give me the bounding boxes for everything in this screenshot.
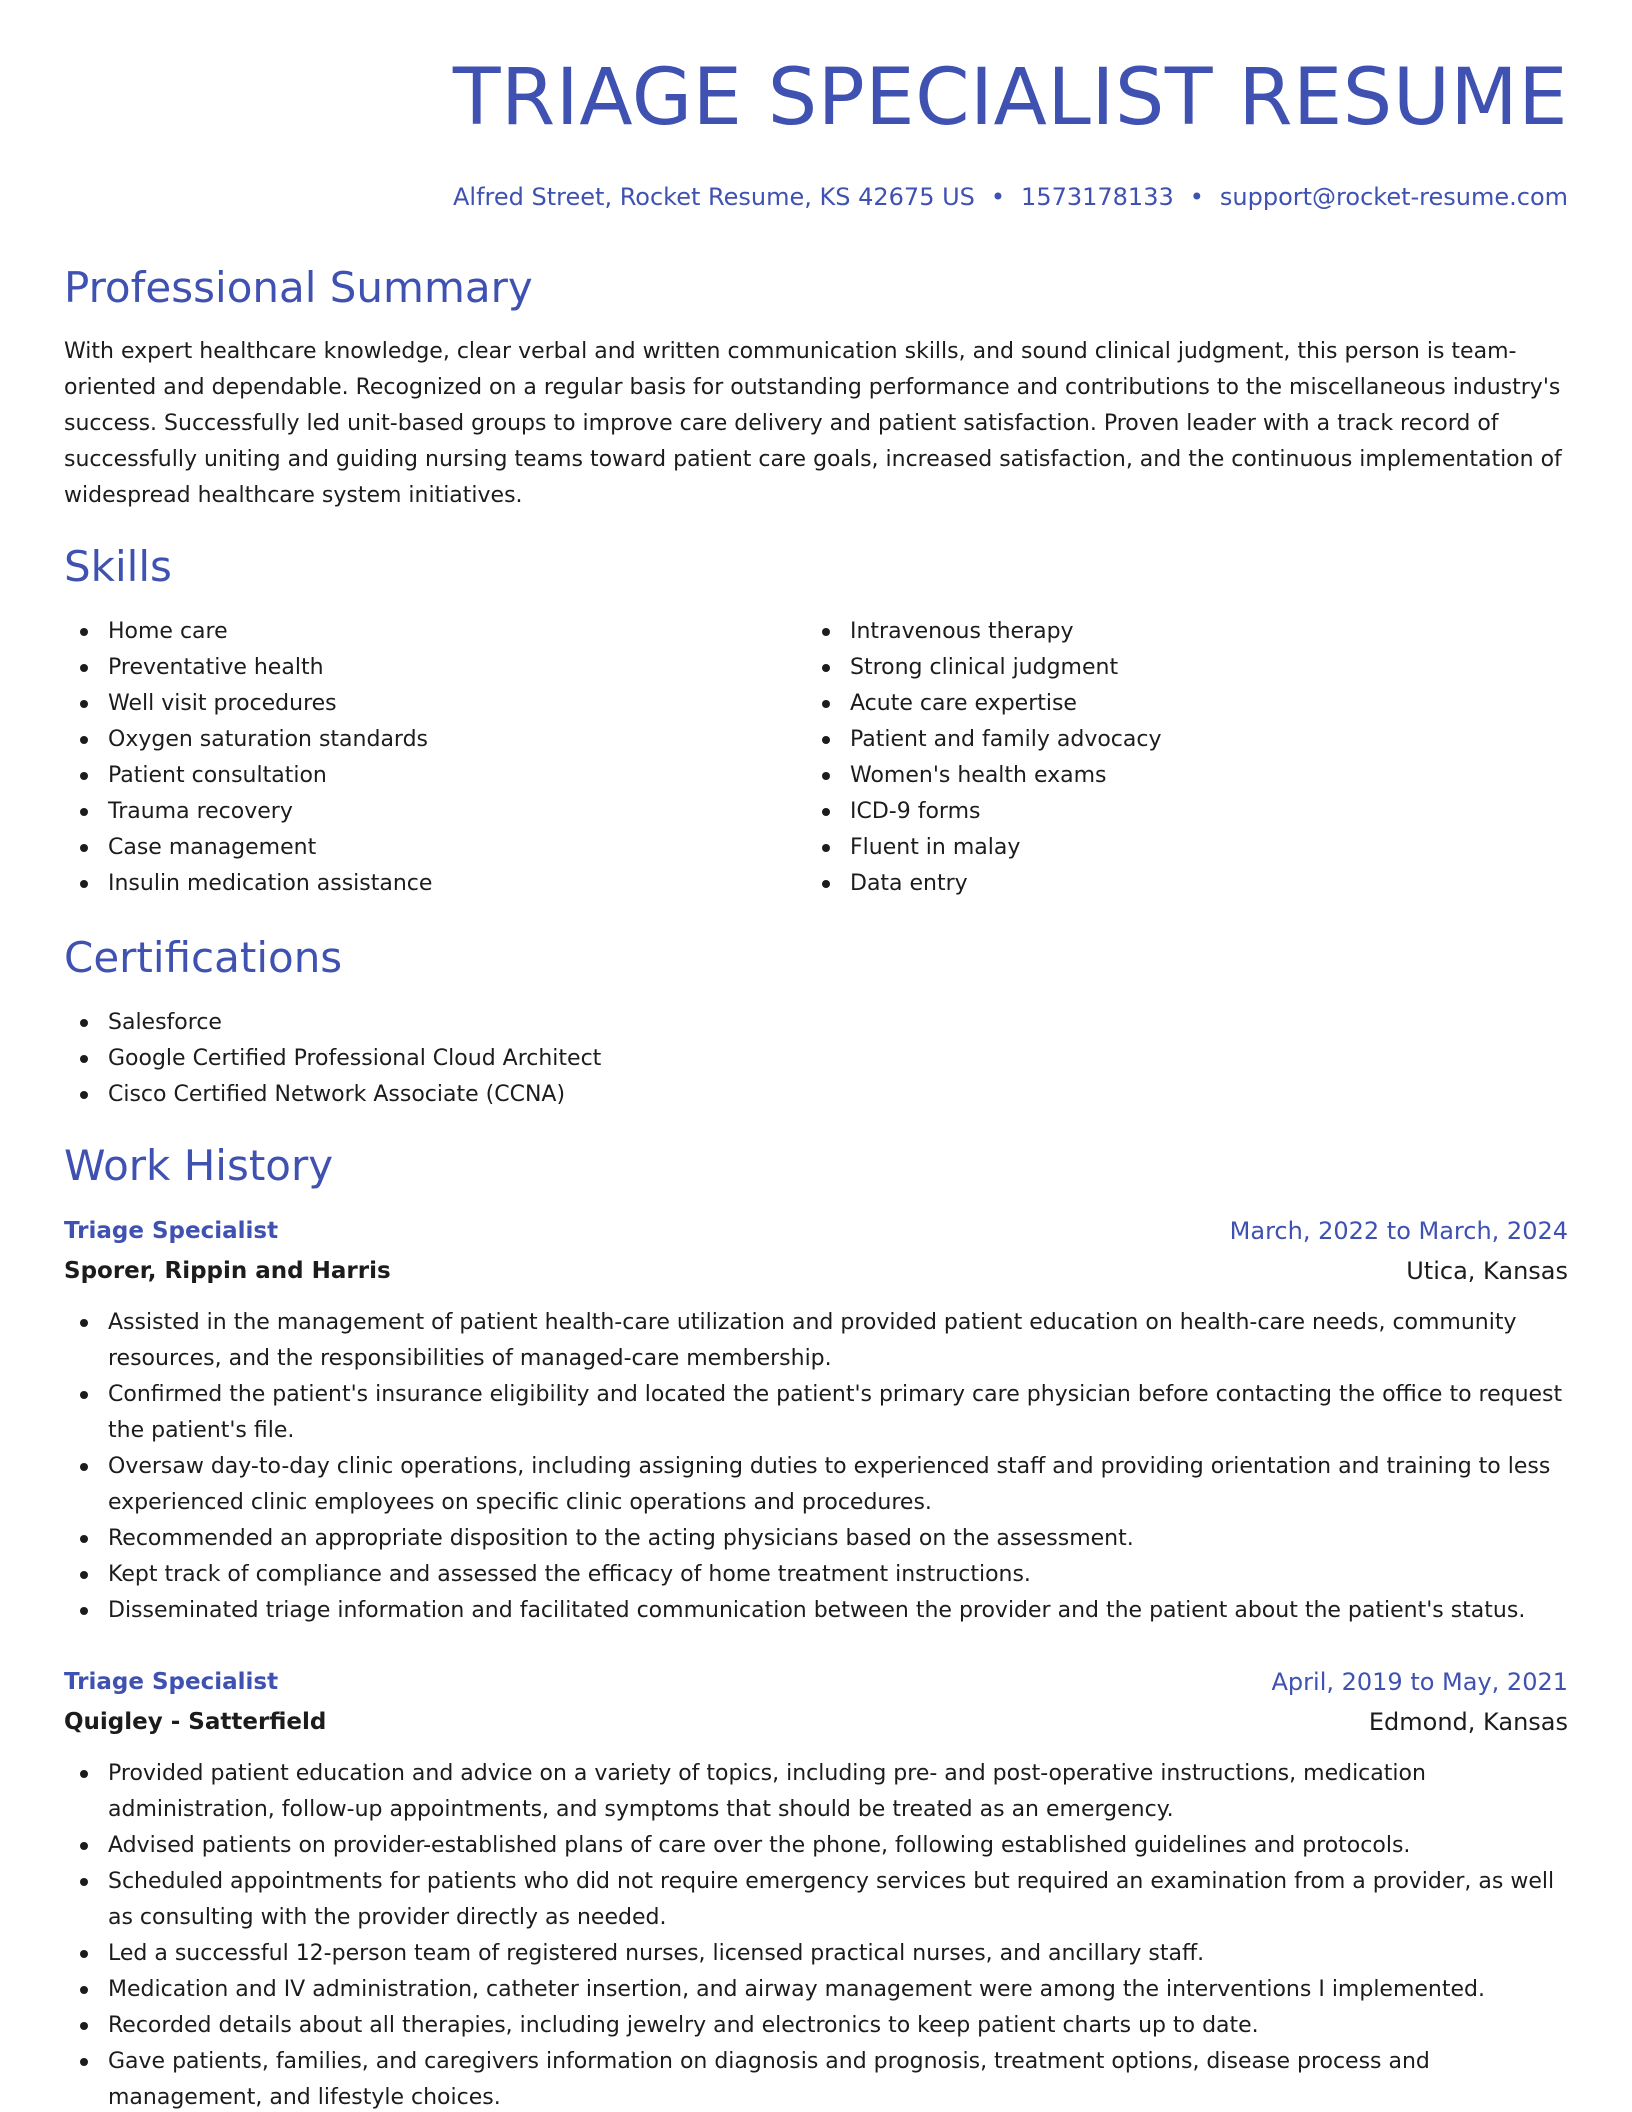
summary-text: With expert healthcare knowledge, clear verbal and written communication skills, and sound clinical judgment, this person is team-oriented and dependable. Recognized on a regular basis for outstanding performance and contributions to the miscellaneous industry's success. Successfully led unit-based groups to improve care delivery and patient satisfaction. Proven leader with a track record of successfully uniting and guiding nursing teams toward patient care goals, increased satisfaction, and the continuous implementation of widespread healthcare system initiatives. xyxy=(64,339,1562,508)
certifications-heading: Certifications xyxy=(64,933,343,982)
skill-item: Fluent in malay xyxy=(806,830,1506,866)
skill-item: Women's health exams xyxy=(806,758,1506,794)
skill-item: Patient and family advocacy xyxy=(806,722,1506,758)
job-company: Sporer, Rippin and Harris xyxy=(64,1258,391,1284)
job-company: Quigley - Satterfield xyxy=(64,1709,327,1735)
skills-list-right xyxy=(806,614,1506,902)
job-duty-item: Kept track of compliance and assessed the efficacy of home treatment instructions. xyxy=(64,1557,1568,1593)
job-duty-item: Oversaw day-to-day clinic operations, including assigning duties to experienced staff and providing orientation and training to less experienced clinic employees on specific clinic operations and procedures. xyxy=(64,1449,1568,1521)
contact-address: Alfred Street, Rocket Resume, KS 42675 US xyxy=(453,183,975,211)
job-duties-list xyxy=(64,1756,1568,2112)
skill-item: Preventative health xyxy=(64,650,764,686)
contact-separator: • xyxy=(1189,183,1204,211)
job-duty-item: Scheduled appointments for patients who did not require emergency services but required an examination from a provider, as well as consulting with the provider directly as needed. xyxy=(64,1864,1568,1936)
skill-item: Data entry xyxy=(806,866,1506,902)
job-duty-item: Advised patients on provider-established plans of care over the phone, following established guidelines and protocols. xyxy=(64,1828,1568,1864)
skill-item: Case management xyxy=(64,830,764,866)
skills-list-left xyxy=(64,614,764,902)
job-duty-item: Assisted in the management of patient health-care utilization and provided patient education on health-care needs, community resources, and the responsibilities of managed-care membership. xyxy=(64,1305,1568,1377)
job-location: Utica, Kansas xyxy=(1406,1257,1568,1285)
job-duty-item: Led a successful 12-person team of registered nurses, licensed practical nurses, and ancillary staff. xyxy=(64,1936,1568,1972)
job-title: Triage Specialist xyxy=(64,1218,279,1244)
job-duty-item: Gave patients, families, and caregivers information on diagnosis and prognosis, treatment options, disease process and management, and lifestyle choices. xyxy=(64,2044,1568,2112)
skill-item: Insulin medication assistance xyxy=(64,866,764,902)
job-location: Edmond, Kansas xyxy=(1368,1708,1568,1736)
skill-item: Intravenous therapy xyxy=(806,614,1506,650)
certification-item: Cisco Certified Network Associate (CCNA) xyxy=(64,1077,1568,1113)
contact-separator: • xyxy=(990,183,1006,211)
skill-item: ICD-9 forms xyxy=(806,794,1506,830)
skill-item: Home care xyxy=(64,614,764,650)
job-duty-item: Medication and IV administration, catheter insertion, and airway management were among the interventions I implemented. xyxy=(64,1972,1568,2008)
job-duty-item: Confirmed the patient's insurance eligibility and located the patient's primary care physician before contacting the office to request the patient's file. xyxy=(64,1377,1568,1449)
resume-title: TRIAGE SPECIALIST RESUME xyxy=(452,53,1568,143)
skill-item: Oxygen saturation standards xyxy=(64,722,764,758)
skill-item: Trauma recovery xyxy=(64,794,764,830)
skill-item: Well visit procedures xyxy=(64,686,764,722)
contact-phone: 1573178133 xyxy=(1021,183,1174,211)
job-title: Triage Specialist xyxy=(64,1669,279,1695)
job-duty-item: Recommended an appropriate disposition to the acting physicians based on the assessment. xyxy=(64,1521,1568,1557)
job-duty-item: Provided patient education and advice on a variety of topics, including pre- and post-operative instructions, medication administration, follow-up appointments, and symptoms that should be treated as an emergency. xyxy=(64,1756,1568,1828)
job-dates: March, 2022 to March, 2024 xyxy=(1229,1217,1568,1245)
skill-item: Patient consultation xyxy=(64,758,764,794)
job-dates: April, 2019 to May, 2021 xyxy=(1271,1668,1568,1696)
skill-item: Strong clinical judgment xyxy=(806,650,1506,686)
job-duty-item: Recorded details about all therapies, including jewelry and electronics to keep patient charts up to date. xyxy=(64,2008,1568,2044)
contact-email: support@rocket-resume.com xyxy=(1219,183,1568,211)
certification-item: Google Certified Professional Cloud Architect xyxy=(64,1041,1568,1077)
skill-item: Acute care expertise xyxy=(806,686,1506,722)
skills-heading: Skills xyxy=(64,542,172,591)
certifications-list xyxy=(64,1005,1568,1113)
contact-line xyxy=(453,179,1568,215)
summary-heading: Professional Summary xyxy=(64,263,533,312)
work-history-heading: Work History xyxy=(64,1141,334,1190)
job-duty-item: Disseminated triage information and facilitated communication between the provider and the patient about the patient's status. xyxy=(64,1593,1568,1629)
certification-item: Salesforce xyxy=(64,1005,1568,1041)
job-duties-list xyxy=(64,1305,1568,1629)
